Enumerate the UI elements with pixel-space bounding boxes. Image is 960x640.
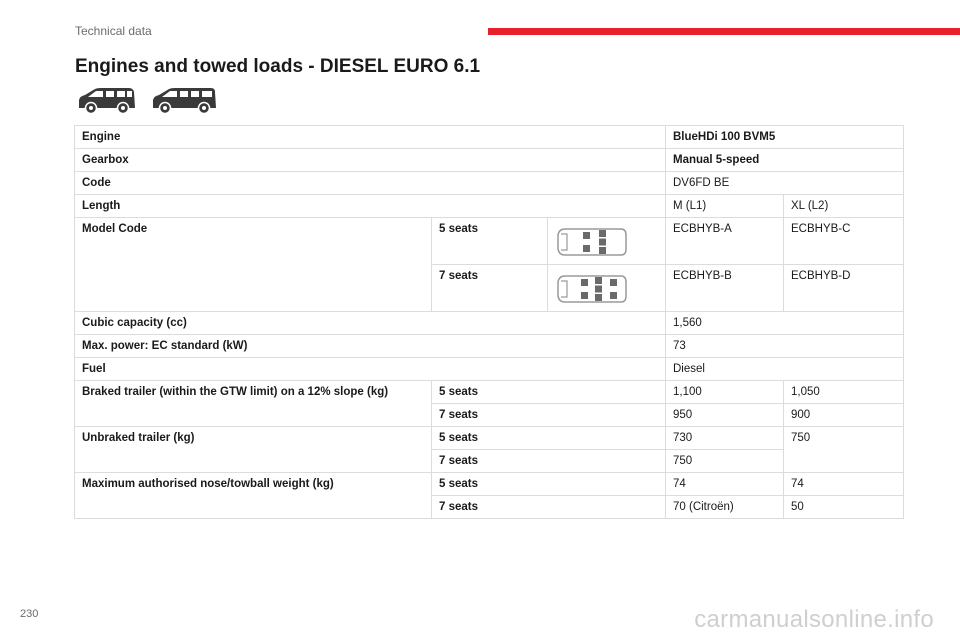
gearbox-value: Manual 5-speed [666, 149, 904, 172]
table-row-max-power [75, 335, 904, 358]
model-code-5-seats-label: 5 seats [432, 218, 548, 265]
braked-trailer-5-l1: 1,100 [666, 381, 784, 404]
unbraked-trailer-5-seats-label: 5 seats [432, 427, 666, 450]
nose-weight-7-seats-label: 7 seats [432, 496, 666, 519]
code-value: DV6FD BE [666, 172, 904, 195]
braked-trailer-5-seats-label: 5 seats [432, 381, 666, 404]
row-label-nose-weight: Maximum authorised nose/towball weight (kg) [75, 473, 432, 519]
seat-layout-7-seats-icon [555, 270, 629, 308]
row-label-fuel: Fuel [75, 358, 666, 381]
nose-weight-7-l1: 70 (Citroën) [666, 496, 784, 519]
row-label-code: Code [75, 172, 666, 195]
fuel-value: Diesel [666, 358, 904, 381]
page-number: 230 [20, 608, 39, 620]
length-l2: XL (L2) [784, 195, 904, 218]
seat-layout-5-seats-icon [555, 223, 629, 261]
row-label-length: Length [75, 195, 666, 218]
braked-trailer-5-l2: 1,050 [784, 381, 904, 404]
braked-trailer-7-l1: 950 [666, 404, 784, 427]
table-row-model-code-5 [75, 218, 904, 265]
max-power-value: 73 [666, 335, 904, 358]
unbraked-trailer-7-l1: 750 [666, 450, 784, 473]
model-code-5-l2: ECBHYB-C [784, 218, 904, 265]
cubic-capacity-value: 1,560 [666, 312, 904, 335]
seat-layout-7-cell [548, 265, 666, 312]
row-label-engine: Engine [75, 126, 666, 149]
van-l2-icon [149, 84, 219, 116]
unbraked-trailer-5-l1: 730 [666, 427, 784, 450]
table-row-cubic-capacity [75, 312, 904, 335]
section-label: Technical data [75, 24, 152, 38]
model-code-7-l2: ECBHYB-D [784, 265, 904, 312]
table-row-braked-trailer-5 [75, 381, 904, 404]
header-accent-bar [488, 28, 960, 35]
table-row-code [75, 172, 904, 195]
unbraked-trailer-7-seats-label: 7 seats [432, 450, 666, 473]
table-row-fuel [75, 358, 904, 381]
row-label-gearbox: Gearbox [75, 149, 666, 172]
engine-value: BlueHDi 100 BVM5 [666, 126, 904, 149]
page-title: Engines and towed loads - DIESEL EURO 6.1 [75, 56, 481, 77]
braked-trailer-7-l2: 900 [784, 404, 904, 427]
nose-weight-7-l2: 50 [784, 496, 904, 519]
model-code-5-l1: ECBHYB-A [666, 218, 784, 265]
engine-spec-table [74, 125, 904, 519]
row-label-model-code: Model Code [75, 218, 432, 312]
table-row-length [75, 195, 904, 218]
table-row-unbraked-trailer-5 [75, 427, 904, 450]
seat-layout-5-cell [548, 218, 666, 265]
table-row-engine [75, 126, 904, 149]
nose-weight-5-l2: 74 [784, 473, 904, 496]
braked-trailer-7-seats-label: 7 seats [432, 404, 666, 427]
vehicle-icons [75, 84, 219, 116]
table-row-nose-weight-5 [75, 473, 904, 496]
nose-weight-5-l1: 74 [666, 473, 784, 496]
row-label-braked-trailer: Braked trailer (within the GTW limit) on a 12% slope (kg) [75, 381, 432, 427]
row-label-cubic-capacity: Cubic capacity (cc) [75, 312, 666, 335]
model-code-7-seats-label: 7 seats [432, 265, 548, 312]
table-row-gearbox [75, 149, 904, 172]
nose-weight-5-seats-label: 5 seats [432, 473, 666, 496]
model-code-7-l1: ECBHYB-B [666, 265, 784, 312]
row-label-max-power: Max. power: EC standard (kW) [75, 335, 666, 358]
row-label-unbraked-trailer: Unbraked trailer (kg) [75, 427, 432, 473]
unbraked-trailer-l2: 750 [784, 427, 904, 473]
van-l1-icon [75, 84, 139, 116]
watermark: carmanualsonline.info [694, 606, 934, 633]
length-l1: M (L1) [666, 195, 784, 218]
